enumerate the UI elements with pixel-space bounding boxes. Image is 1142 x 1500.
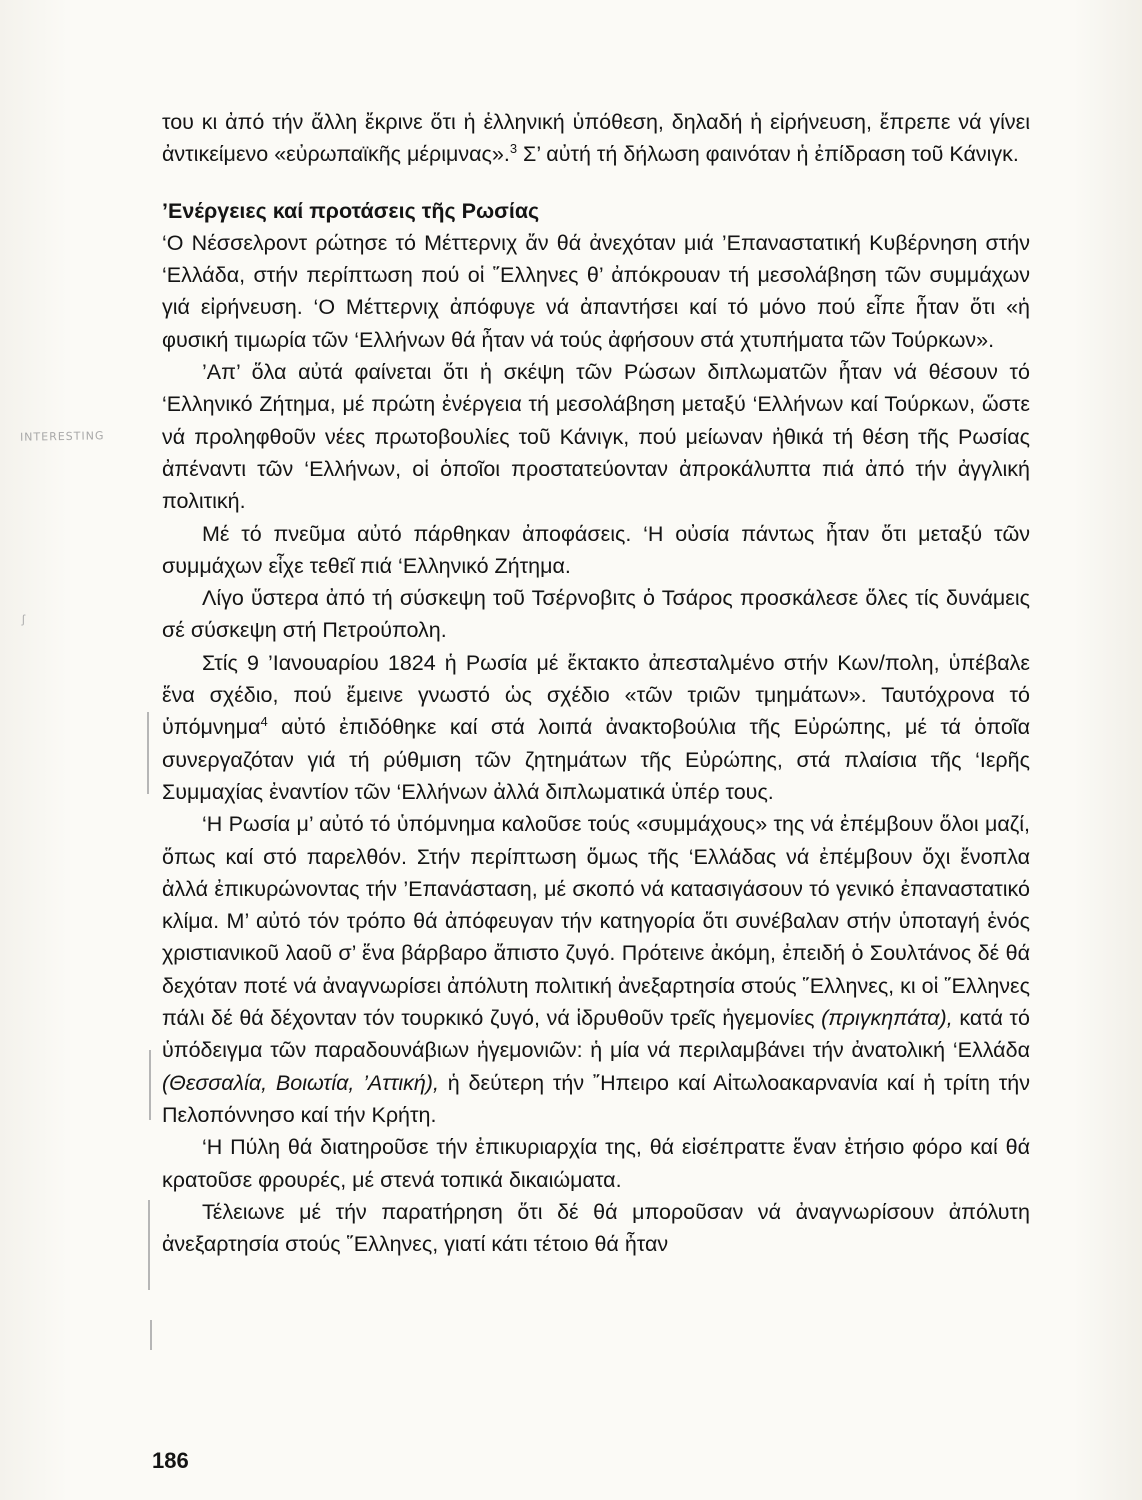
footnote-ref: 4 <box>260 714 268 730</box>
paragraph: ’Απ’ ὅλα αὐτά φαίνεται ὅτι ἡ σκέψη τῶν Ρώσων διπλωματῶν ἦταν νά θέσουν τό ‘Ελληνικό Ζήτημα, μέ πρώτη ἐνέργεια τή μεσολάβηση μεταξύ ‘Ελλήνων καί Τούρκων, ὥστε νά προληφθοῦν νέες πρωτοβουλίες τοῦ Κάνιγκ, πού μείωναν ἠθικά τή θέση τῆς Ρωσίας ἀπέναντι τῶν ‘Ελλήνων, οἱ ὁποῖοι προστατεύονταν ἀπροκάλυπτα πιά ἀπό τήν ἀγγλική πολιτική. <box>162 360 1030 514</box>
body-text <box>162 106 1030 1260</box>
section-heading: ’Ενέργειες καί προτάσεις τῆς Ρωσίας <box>162 198 540 223</box>
paragraph <box>162 647 1030 808</box>
text-run: Σ’ αὐτή τή δήλωση φαινόταν ἡ ἐπίδραση τοῦ Κάνιγκ. <box>517 142 1019 167</box>
footnote-ref: 3 <box>509 141 518 157</box>
paragraph: Τέλειωνε μέ τήν παρατήρηση ὅτι δέ θά μποροῦσαν νά ἀναγνωρίσουν ἀπόλυτη ἀνεξαρτησία στούς ῞Ελληνες, γιατί κάτι τέτοιο θά ἦταν <box>162 1199 1030 1257</box>
text-run: κατά τό ὑπόδειγμα τῶν παραδουνάβιων ἡγεμονιῶν: ἡ μία νά περιλαμβάνει τήν ἀνατολική ‘Ελλάδα <box>162 1006 1030 1063</box>
text-run: ‘Η Ρωσία μ’ αὐτό τό ὑπόμνημα καλοῦσε τούς «συμμάχους» της νά ἐπέμβουν ὅλοι μαζί, ὅπως καί στό παρελθόν. Στήν περίπτωση ὅμως τῆς ‘Ελλάδας νά ἐπέμβουν ὄχι ἔνοπλα ἀλλά ἐπικυρώνοντας τήν ’Επανάσταση, μέ σκοπό νά κατασιγάσουν τό γενικό ἐπαναστατικό κλίμα. Μ’ αὐτό τόν τρόπο θά ἀπόφευγαν τήν κατηγορία ὅτι συνέβαλαν στήν ὑποταγή ἑνός χριστιανικοῦ λαοῦ σ’ ἕνα βάρβαρο ἄπιστο ζυγό. Πρότεινε ἀκόμη, ἐπειδή ὁ Σουλτάνος δέ θά δεχόταν ποτέ νά ἀναγνωρίσει ἀπόλυτη πολιτική ἀνεξαρτησία στούς ῞Ελληνες, κι οἱ ῞Ελληνες πάλι δέ θά δέχονταν τόν τουρκικό ζυγό, νά ἱδρυθοῦν τρεῖς ἡγεμονίες <box>162 812 1030 1031</box>
margin-pencil-line <box>150 1320 152 1350</box>
text-run: αὐτό ἐπιδόθηκε καί στά λοιπά ἀνακτοβούλια τῆς Εὐρώπης, μέ τά ὁποῖα συνεργαζόταν γιά τή ρύθμιση τῶν ζητημάτων τῆς Εὐρώπης, στά πλαίσια τῆς ‘Ιερῆς Συμμαχίας ἐναντίον τῶν ‘Ελλήνων ἀλλά διπλωματικά ὑπέρ τους. <box>162 715 1030 804</box>
margin-pencil-line <box>149 1050 151 1120</box>
page-number: 186 <box>152 1448 189 1473</box>
margin-pencil-line <box>148 1200 150 1290</box>
text-run: του κι ἀπό τήν ἄλλη ἔκρινε ὅτι ἡ ἑλληνική ὑπόθεση, δηλαδή ἡ εἰρήνευση, ἔπρεπε νά γίνει ἀντικείμενο «εὐρωπαϊκῆς μέριμνας». <box>162 110 1030 167</box>
paragraph: ‘Ο Νέσσελροντ ρώτησε τό Μέττερνιχ ἄν θά ἀνεχόταν μιά ’Επαναστατική Κυβέρνηση στήν ‘Ελλάδα, στήν περίπτωση πού οἱ ῞Ελληνες θ’ ἀπόκρουαν τή μεσολάβηση τῶν συμμάχων γιά εἰρήνευση. ‘Ο Μέττερνιχ ἀπόφυγε νά ἀπαντήσει καί τό μόνο πού εἶπε ἦταν ὅτι «ἡ φυσική τιμωρία τῶν ‘Ελλήνων θά ἦταν νά τούς ἀφήσουν στά χτυπήματα τῶν Τούρκων». <box>162 230 1030 352</box>
handwritten-margin-note: INTERESTING <box>19 429 105 444</box>
text-run: ἡ δεύτερη τήν ῎Ηπειρο καί Αἰτωλοακαρνανία καί ἡ τρίτη τήν Πελοπόννησο καί τήν Κρήτη. <box>162 1070 1030 1127</box>
paragraph: ‘Η Πύλη θά διατηροῦσε τήν ἐπικυριαρχία της, θά εἰσέπραττε ἕναν ἐτήσιο φόρο καί θά κρατοῦσε φρουρές, μέ στενά τοπικά δικαιώματα. <box>162 1135 1030 1192</box>
italic-text: (Θεσσαλία, Βοιωτία, ’Αττική), <box>162 1070 439 1095</box>
paragraph <box>162 106 1030 171</box>
paragraph <box>162 808 1030 1131</box>
paragraph: Μέ τό πνεῦμα αὐτό πάρθηκαν ἀποφάσεις. ‘Η οὐσία πάντως ἦταν ὅτι μεταξύ τῶν συμμάχων εἶχε τεθεῖ πιά ‘Ελληνικό Ζήτημα. <box>162 521 1030 578</box>
italic-text: (πριγκηπάτα), <box>821 1006 953 1031</box>
margin-pencil-mark: ʃ <box>22 612 25 626</box>
text-run: Στίς 9 ’Ιανουαρίου 1824 ἡ Ρωσία μέ ἔκτακτο ἀπεσταλμένο στήν Κων/πολη, ὑπέβαλε ἕνα σχέδιο, πού ἔμεινε γνωστό ὡς σχέδιο «τῶν τριῶν τμημάτων». Ταυτόχρονα τό ὑπόμνημα <box>162 650 1030 740</box>
margin-pencil-line <box>147 712 149 794</box>
paragraph: Λίγο ὕστερα ἀπό τή σύσκεψη τοῦ Τσέρνοβιτς ὁ Τσάρος προσκάλεσε ὅλες τίς δυνάμεις σέ σύσκεψη στή Πετρούπολη. <box>162 586 1030 643</box>
